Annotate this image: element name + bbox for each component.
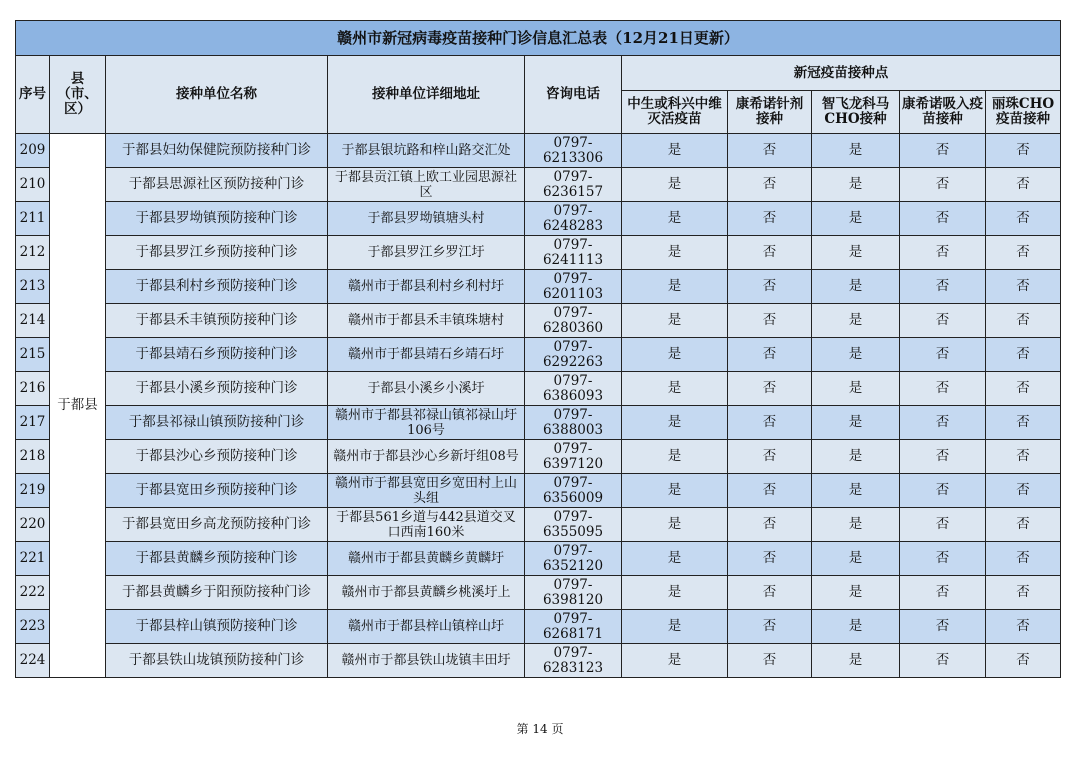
header-v4: 康希诺吸入疫苗接种 (900, 91, 986, 134)
cell-vaccine-3: 是 (812, 474, 900, 508)
cell-address: 于都县贡江镇上欧工业园思源社区 (328, 168, 525, 202)
cell-seq: 213 (16, 270, 50, 304)
cell-vaccine-4: 否 (900, 474, 986, 508)
cell-vaccine-5: 否 (986, 202, 1061, 236)
cell-phone: 0797-6388003 (525, 406, 622, 440)
cell-vaccine-2: 否 (728, 202, 812, 236)
cell-vaccine-5: 否 (986, 542, 1061, 576)
cell-vaccine-5: 否 (986, 576, 1061, 610)
cell-name: 于都县罗江乡预防接种门诊 (106, 236, 328, 270)
table-row (16, 202, 1061, 236)
cell-vaccine-5: 否 (986, 270, 1061, 304)
cell-vaccine-1: 是 (622, 236, 728, 270)
cell-name: 于都县小溪乡预防接种门诊 (106, 372, 328, 406)
cell-vaccine-1: 是 (622, 338, 728, 372)
cell-name: 于都县罗坳镇预防接种门诊 (106, 202, 328, 236)
cell-vaccine-4: 否 (900, 542, 986, 576)
cell-vaccine-3: 是 (812, 270, 900, 304)
cell-vaccine-3: 是 (812, 440, 900, 474)
cell-vaccine-4: 否 (900, 576, 986, 610)
cell-phone: 0797-6283123 (525, 644, 622, 678)
cell-vaccine-3: 是 (812, 644, 900, 678)
cell-phone: 0797-6248283 (525, 202, 622, 236)
cell-seq: 218 (16, 440, 50, 474)
cell-phone: 0797-6355095 (525, 508, 622, 542)
cell-vaccine-1: 是 (622, 134, 728, 168)
table-row (16, 338, 1061, 372)
table-row (16, 270, 1061, 304)
cell-address: 赣州市于都县祁禄山镇祁禄山圩106号 (328, 406, 525, 440)
cell-name: 于都县利村乡预防接种门诊 (106, 270, 328, 304)
cell-vaccine-4: 否 (900, 134, 986, 168)
cell-name: 于都县妇幼保健院预防接种门诊 (106, 134, 328, 168)
cell-vaccine-2: 否 (728, 610, 812, 644)
cell-vaccine-3: 是 (812, 576, 900, 610)
cell-vaccine-2: 否 (728, 338, 812, 372)
cell-seq: 212 (16, 236, 50, 270)
cell-vaccine-5: 否 (986, 508, 1061, 542)
cell-vaccine-1: 是 (622, 270, 728, 304)
header-county: 县（市、区） (50, 56, 106, 134)
cell-vaccine-4: 否 (900, 406, 986, 440)
cell-name: 于都县黄麟乡预防接种门诊 (106, 542, 328, 576)
cell-vaccine-4: 否 (900, 372, 986, 406)
cell-vaccine-1: 是 (622, 168, 728, 202)
cell-seq: 216 (16, 372, 50, 406)
cell-vaccine-5: 否 (986, 440, 1061, 474)
header-phone: 咨询电话 (525, 56, 622, 134)
cell-seq: 209 (16, 134, 50, 168)
cell-vaccine-5: 否 (986, 644, 1061, 678)
cell-phone: 0797-6292263 (525, 338, 622, 372)
cell-vaccine-3: 是 (812, 338, 900, 372)
cell-name: 于都县靖石乡预防接种门诊 (106, 338, 328, 372)
cell-vaccine-2: 否 (728, 134, 812, 168)
cell-vaccine-4: 否 (900, 508, 986, 542)
cell-seq: 224 (16, 644, 50, 678)
cell-vaccine-1: 是 (622, 576, 728, 610)
table-row (16, 406, 1061, 440)
cell-phone: 0797-6280360 (525, 304, 622, 338)
cell-vaccine-4: 否 (900, 304, 986, 338)
table-row (16, 372, 1061, 406)
cell-seq: 210 (16, 168, 50, 202)
cell-vaccine-2: 否 (728, 236, 812, 270)
table-title: 赣州市新冠病毒疫苗接种门诊信息汇总表（12月21日更新） (16, 21, 1061, 56)
table-row (16, 644, 1061, 678)
cell-phone: 0797-6386093 (525, 372, 622, 406)
cell-vaccine-4: 否 (900, 440, 986, 474)
cell-vaccine-1: 是 (622, 304, 728, 338)
header-name: 接种单位名称 (106, 56, 328, 134)
cell-address: 赣州市于都县沙心乡新圩组08号 (328, 440, 525, 474)
cell-name: 于都县宽田乡预防接种门诊 (106, 474, 328, 508)
cell-address: 赣州市于都县黄麟乡桃溪圩上 (328, 576, 525, 610)
cell-address: 于都县罗江乡罗江圩 (328, 236, 525, 270)
cell-vaccine-1: 是 (622, 644, 728, 678)
cell-vaccine-1: 是 (622, 542, 728, 576)
cell-vaccine-2: 否 (728, 440, 812, 474)
header-v3: 智飞龙科马CHO接种 (812, 91, 900, 134)
cell-address: 赣州市于都县禾丰镇珠塘村 (328, 304, 525, 338)
table-row (16, 168, 1061, 202)
cell-vaccine-3: 是 (812, 372, 900, 406)
cell-seq: 221 (16, 542, 50, 576)
cell-vaccine-2: 否 (728, 304, 812, 338)
cell-vaccine-1: 是 (622, 474, 728, 508)
table-row (16, 304, 1061, 338)
header-seq: 序号 (16, 56, 50, 134)
cell-vaccine-5: 否 (986, 338, 1061, 372)
cell-vaccine-2: 否 (728, 168, 812, 202)
cell-name: 于都县沙心乡预防接种门诊 (106, 440, 328, 474)
table-row (16, 508, 1061, 542)
cell-vaccine-5: 否 (986, 304, 1061, 338)
cell-vaccine-4: 否 (900, 644, 986, 678)
cell-vaccine-1: 是 (622, 440, 728, 474)
table-row (16, 576, 1061, 610)
cell-vaccine-5: 否 (986, 168, 1061, 202)
cell-vaccine-2: 否 (728, 474, 812, 508)
cell-name: 于都县铁山垅镇预防接种门诊 (106, 644, 328, 678)
cell-phone: 0797-6397120 (525, 440, 622, 474)
cell-vaccine-3: 是 (812, 406, 900, 440)
table-row (16, 440, 1061, 474)
cell-vaccine-4: 否 (900, 338, 986, 372)
cell-vaccine-2: 否 (728, 542, 812, 576)
cell-name: 于都县宽田乡高龙预防接种门诊 (106, 508, 328, 542)
cell-vaccine-5: 否 (986, 474, 1061, 508)
cell-seq: 215 (16, 338, 50, 372)
table-row (16, 134, 1061, 168)
cell-name: 于都县禾丰镇预防接种门诊 (106, 304, 328, 338)
cell-name: 于都县祁禄山镇预防接种门诊 (106, 406, 328, 440)
cell-address: 赣州市于都县梓山镇梓山圩 (328, 610, 525, 644)
cell-phone: 0797-6398120 (525, 576, 622, 610)
cell-vaccine-1: 是 (622, 372, 728, 406)
cell-vaccine-4: 否 (900, 270, 986, 304)
cell-address: 于都县小溪乡小溪圩 (328, 372, 525, 406)
cell-seq: 217 (16, 406, 50, 440)
cell-vaccine-2: 否 (728, 406, 812, 440)
cell-address: 赣州市于都县利村乡利村圩 (328, 270, 525, 304)
cell-name: 于都县梓山镇预防接种门诊 (106, 610, 328, 644)
cell-vaccine-1: 是 (622, 406, 728, 440)
cell-vaccine-3: 是 (812, 304, 900, 338)
cell-seq: 219 (16, 474, 50, 508)
cell-phone: 0797-6213306 (525, 134, 622, 168)
table-row (16, 610, 1061, 644)
cell-vaccine-2: 否 (728, 508, 812, 542)
vaccine-clinic-table (15, 20, 1061, 678)
cell-address: 赣州市于都县黄麟乡黄麟圩 (328, 542, 525, 576)
cell-phone: 0797-6268171 (525, 610, 622, 644)
cell-address: 于都县罗坳镇塘头村 (328, 202, 525, 236)
table-row (16, 542, 1061, 576)
cell-vaccine-4: 否 (900, 202, 986, 236)
table-row (16, 236, 1061, 270)
cell-seq: 223 (16, 610, 50, 644)
cell-address: 赣州市于都县宽田乡宽田村上山头组 (328, 474, 525, 508)
cell-vaccine-3: 是 (812, 168, 900, 202)
cell-vaccine-3: 是 (812, 236, 900, 270)
cell-vaccine-5: 否 (986, 610, 1061, 644)
cell-vaccine-3: 是 (812, 202, 900, 236)
cell-name: 于都县黄麟乡于阳预防接种门诊 (106, 576, 328, 610)
cell-vaccine-4: 否 (900, 168, 986, 202)
cell-address: 于都县银坑路和梓山路交汇处 (328, 134, 525, 168)
cell-county: 于都县 (50, 134, 106, 678)
cell-vaccine-3: 是 (812, 134, 900, 168)
cell-vaccine-1: 是 (622, 508, 728, 542)
cell-address: 于都县561乡道与442县道交叉口西南160米 (328, 508, 525, 542)
table-row (16, 474, 1061, 508)
header-v5: 丽珠CHO疫苗接种 (986, 91, 1061, 134)
cell-vaccine-2: 否 (728, 372, 812, 406)
cell-vaccine-5: 否 (986, 372, 1061, 406)
cell-vaccine-1: 是 (622, 610, 728, 644)
cell-seq: 214 (16, 304, 50, 338)
cell-name: 于都县思源社区预防接种门诊 (106, 168, 328, 202)
cell-phone: 0797-6201103 (525, 270, 622, 304)
cell-vaccine-2: 否 (728, 270, 812, 304)
header-vaccine-group: 新冠疫苗接种点 (622, 56, 1061, 91)
header-address: 接种单位详细地址 (328, 56, 525, 134)
header-v2: 康希诺针剂接种 (728, 91, 812, 134)
cell-phone: 0797-6352120 (525, 542, 622, 576)
cell-vaccine-5: 否 (986, 134, 1061, 168)
cell-vaccine-5: 否 (986, 236, 1061, 270)
cell-vaccine-4: 否 (900, 610, 986, 644)
cell-phone: 0797-6236157 (525, 168, 622, 202)
cell-vaccine-1: 是 (622, 202, 728, 236)
cell-vaccine-3: 是 (812, 610, 900, 644)
cell-vaccine-3: 是 (812, 542, 900, 576)
page-number: 第 14 页 (516, 722, 564, 736)
cell-seq: 211 (16, 202, 50, 236)
cell-vaccine-4: 否 (900, 236, 986, 270)
cell-vaccine-5: 否 (986, 406, 1061, 440)
table-body (16, 134, 1061, 678)
cell-address: 赣州市于都县靖石乡靖石圩 (328, 338, 525, 372)
cell-seq: 220 (16, 508, 50, 542)
cell-vaccine-2: 否 (728, 576, 812, 610)
cell-vaccine-2: 否 (728, 644, 812, 678)
cell-address: 赣州市于都县铁山垅镇丰田圩 (328, 644, 525, 678)
cell-vaccine-3: 是 (812, 508, 900, 542)
cell-phone: 0797-6356009 (525, 474, 622, 508)
cell-phone: 0797-6241113 (525, 236, 622, 270)
cell-seq: 222 (16, 576, 50, 610)
header-v1: 中生或科兴中维灭活疫苗 (622, 91, 728, 134)
